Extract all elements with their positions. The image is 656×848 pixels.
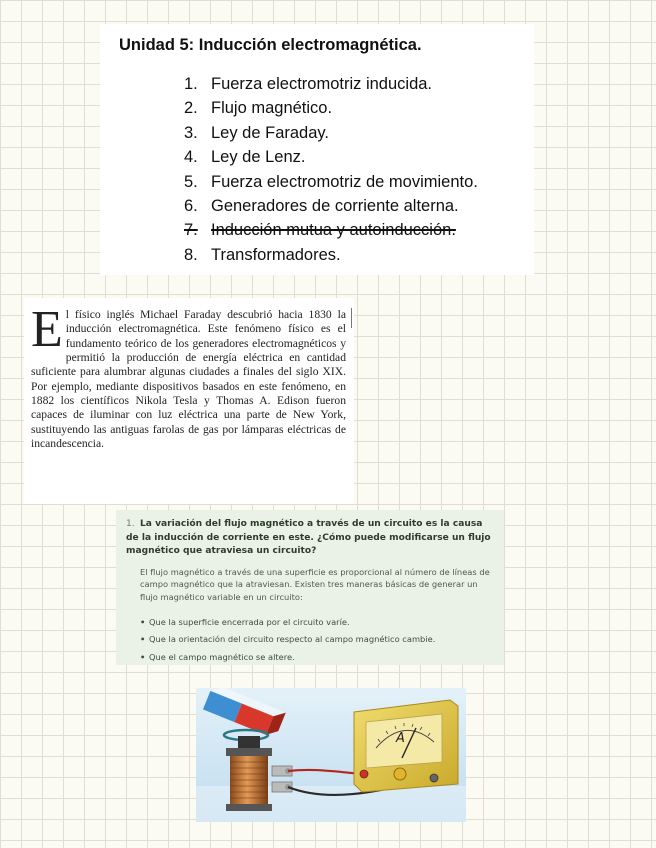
text-excerpt-card bbox=[24, 298, 354, 504]
item-number: 8. bbox=[184, 245, 198, 264]
list-item bbox=[184, 243, 478, 267]
item-number: 2. bbox=[184, 99, 198, 118]
answer-text: El flujo magnético a través de una superficie es proporcional al número de líneas de campo magnético que la atraviesan. Existen tres maneras básicas de generar un flujo magnético variable en un circuito: bbox=[140, 567, 490, 602]
item-number: 1. bbox=[184, 75, 198, 93]
meter-label: A bbox=[396, 731, 405, 746]
list-item bbox=[140, 631, 435, 648]
list-item bbox=[184, 145, 478, 169]
bullet-text: Que la orientación del circuito respecto al campo magnético cambie. bbox=[149, 634, 436, 645]
list-item bbox=[184, 121, 478, 145]
item-text: Ley de Lenz. bbox=[211, 148, 306, 167]
answer-bullets bbox=[140, 614, 435, 666]
item-text: Inducción mutua y autoinducción. bbox=[211, 221, 456, 240]
item-text: Flujo magnético. bbox=[211, 99, 333, 118]
item-text: Transformadores. bbox=[211, 245, 341, 264]
item-text: Fuerza electromotriz inducida. bbox=[211, 75, 433, 93]
bullet-text: Que la superficie encerrada por el circuito varíe. bbox=[149, 617, 350, 627]
list-item-struck bbox=[184, 218, 478, 242]
item-number: 3. bbox=[184, 123, 198, 142]
question-body: La variación del flujo magnético a través de un circuito es la causa de la inducción de corriente en este. ¿Cómo puede modificarse un flujo magnético que atraviesa un circuito? bbox=[126, 519, 491, 557]
list-item bbox=[184, 96, 478, 120]
page-edge-line bbox=[351, 308, 352, 328]
bullet-icon: • bbox=[140, 651, 146, 662]
question-number: 1. bbox=[126, 519, 135, 529]
item-number: 5. bbox=[184, 172, 198, 191]
item-number: 7. bbox=[184, 221, 198, 240]
list-item bbox=[184, 194, 478, 218]
text-excerpt bbox=[31, 301, 346, 451]
bullet-icon: • bbox=[140, 634, 146, 645]
item-text: Ley de Faraday. bbox=[211, 123, 330, 142]
item-text: Fuerza electromotriz de movimiento. bbox=[211, 172, 478, 191]
item-text: Generadores de corriente alterna. bbox=[211, 196, 459, 215]
meter-knob-icon bbox=[394, 768, 406, 780]
excerpt-body: l físico inglés Michael Faraday descubrió hacia 1830 la inducción electromagnética. Este fenómeno físico es el fundamento teórico de los generadores electromagnéticos y permitió la producción de energía eléctrica en cantidad suficiente para alumbrar algunas ciudades a finales del siglo XIX. Por ejemplo, mediante dispositivos basados en este fenómeno, en 1882 los científicos Nikola Tesla y Thomas A. Edison fueron capaces de iluminar con luz eléctrica una parte de New York, sustituyendo las antiguas farolas de gas por lámparas eléctricas de incandescencia. bbox=[31, 308, 346, 451]
list-item bbox=[184, 72, 478, 96]
list-item bbox=[140, 614, 435, 631]
induction-illustration bbox=[196, 688, 466, 822]
list-item bbox=[140, 649, 435, 666]
drop-cap: E bbox=[31, 301, 63, 358]
item-number: 4. bbox=[184, 148, 198, 167]
list-item bbox=[184, 170, 478, 194]
unit-card bbox=[100, 24, 534, 275]
question-text bbox=[126, 518, 496, 559]
bullet-icon: • bbox=[140, 617, 146, 627]
unit-title: Unidad 5: Inducción electromagnética. bbox=[119, 36, 422, 54]
bullet-text: Que el campo magnético se altere. bbox=[149, 651, 295, 662]
topic-list bbox=[184, 72, 478, 267]
question-card bbox=[116, 510, 504, 665]
induction-figure bbox=[196, 688, 466, 822]
item-number: 6. bbox=[184, 196, 198, 215]
ammeter bbox=[354, 700, 458, 792]
